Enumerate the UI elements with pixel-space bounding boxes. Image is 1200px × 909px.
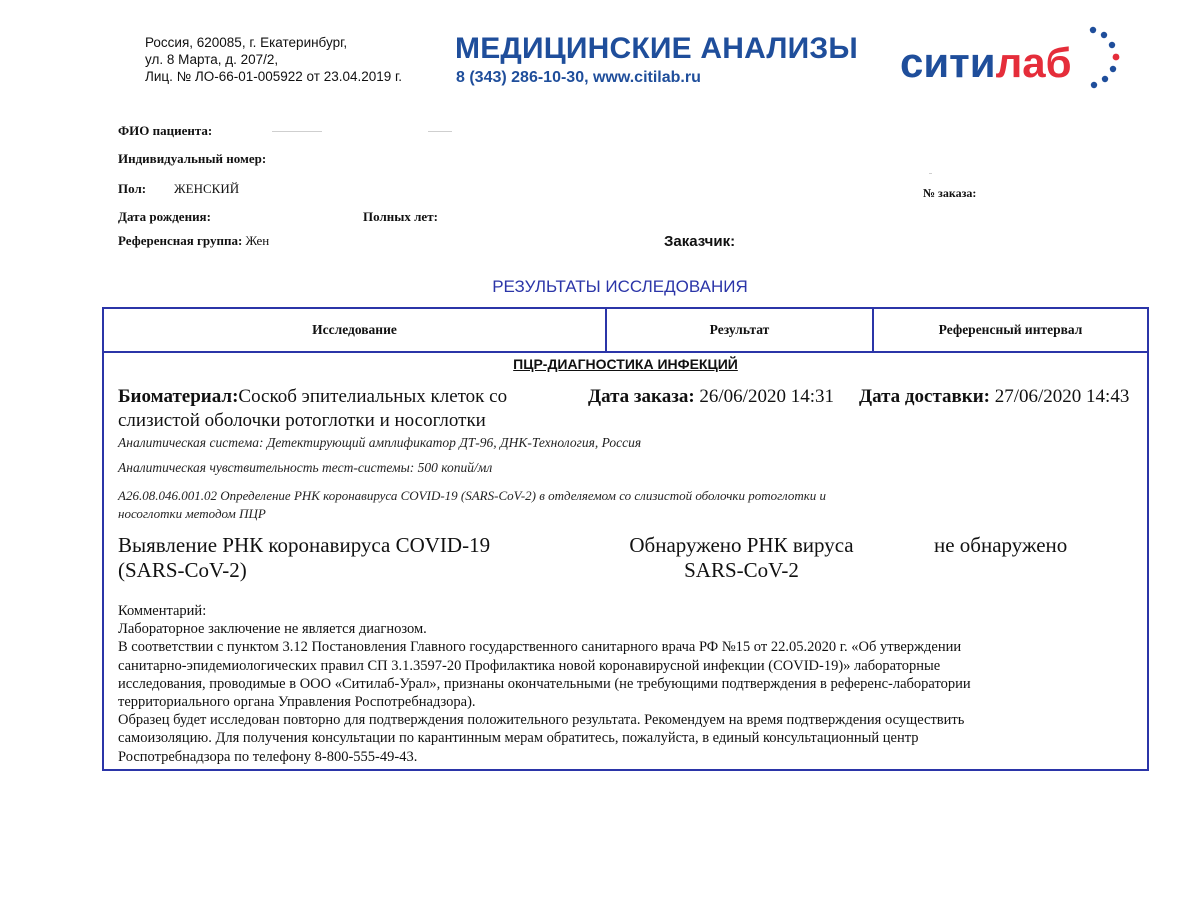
comment-line: территориального органа Управления Роспотребнадзора). xyxy=(118,694,476,711)
comment-line: В соответствии с пунктом 3.12 Постановления Главного государственного санитарного врача РФ №15 от 22.05.2020 г. «Об утверждении xyxy=(118,639,962,656)
test-result-cont: SARS-CoV-2 xyxy=(684,558,799,582)
delivery-date-value: 27/06/2020 14:43 xyxy=(994,386,1130,407)
test-name-cont: (SARS-CoV-2) xyxy=(118,558,247,582)
test-code: A26.08.046.001.02 Определение РНК коронавируса COVID-19 (SARS-CoV-2) в отделяемом со слизистой оболочки ротоглотки и xyxy=(118,488,827,503)
reference-group xyxy=(118,233,269,249)
reference-group-label: Референсная группа: xyxy=(118,233,243,248)
customer-label: Заказчик: xyxy=(664,233,736,250)
comment-line: исследования, проводимые в ООО «Ситилаб-Урал», признаны окончательными (не требующими подтверждения в референс-лаборатории xyxy=(118,675,971,692)
citilab-logo xyxy=(900,38,1072,88)
biomaterial-label: Биоматериал: xyxy=(118,386,239,407)
redacted-fio xyxy=(272,131,322,132)
column-header-reference: Референсный интервал xyxy=(938,322,1083,337)
patient-id-label: Индивидуальный номер: xyxy=(118,151,267,166)
lab-address xyxy=(145,34,402,85)
comment-line: самоизоляцию. Для получения консультации по карантинным мерам обратитесь, пожалуйста, в единый консультационный центр xyxy=(118,730,919,747)
address-line: Россия, 620085, г. Екатеринбург, xyxy=(145,35,348,50)
order-number-label: № заказа: xyxy=(923,186,977,200)
test-result: Обнаружено РНК вируса xyxy=(629,533,854,557)
logo-text-part1: сити xyxy=(900,39,996,86)
comment-line: Лабораторное заключение не является диагнозом. xyxy=(118,621,427,638)
column-header-result: Результат xyxy=(709,322,770,337)
comment-line: Роспотребнадзора по телефону 8-800-555-49-43. xyxy=(118,748,418,765)
patient-dob-label: Дата рождения: xyxy=(118,209,211,224)
redacted-mark xyxy=(929,173,932,174)
comment-block xyxy=(118,602,971,766)
brand-contacts: 8 (343) 286-10-30, www.citilab.ru xyxy=(456,69,701,86)
test-code-cont: носоглотки методом ПЦР xyxy=(118,506,266,521)
brand-title: МЕДИЦИНСКИЕ АНАЛИЗЫ xyxy=(455,32,858,65)
order-date-label: Дата заказа: xyxy=(588,386,695,407)
comment-line: Комментарий: xyxy=(118,603,207,619)
address-line: ул. 8 Марта, д. 207/2, xyxy=(145,52,279,67)
column-header-study: Исследование xyxy=(312,322,397,337)
reference-group-value: Жен xyxy=(245,233,270,248)
biomaterial-value-cont: слизистой оболочки ротоглотки и носоглотки xyxy=(118,410,486,431)
patient-sex-label: Пол: xyxy=(118,181,147,196)
header-divider xyxy=(102,351,1149,353)
delivery-date xyxy=(859,385,1129,409)
test-reference: не обнаружено xyxy=(934,533,1068,557)
redacted-fio xyxy=(428,131,452,132)
section-title: ПЦР-ДИАГНОСТИКА ИНФЕКЦИЙ xyxy=(513,356,738,372)
order-date xyxy=(588,385,834,409)
logo-dots-icon xyxy=(1088,26,1120,90)
order-date-value: 26/06/2020 14:31 xyxy=(699,386,834,407)
analytic-sensitivity: Аналитическая чувствительность тест-системы: 500 копий/мл xyxy=(118,460,493,475)
biomaterial xyxy=(118,385,507,409)
analytic-system: Аналитическая система: Детектирующий амплификатор ДТ-96, ДНК-Технология, Россия xyxy=(118,435,642,450)
delivery-date-label: Дата доставки: xyxy=(859,386,990,407)
test-name: Выявление РНК коронавируса COVID-19 xyxy=(118,533,491,557)
comment-line: Образец будет исследован повторно для подтверждения положительного результата. Рекомендуем на время подтверждения осуществить xyxy=(118,712,965,729)
logo-text-part2: лаб xyxy=(995,39,1072,86)
biomaterial-value: Соскоб эпителиальных клеток со xyxy=(238,386,508,407)
patient-age-label: Полных лет: xyxy=(363,209,438,224)
comment-line: санитарно-эпидемиологических правил СП 3.1.3597-20 Профилактика новой коронавирусной инфекции (COVID-19)» лабораторные xyxy=(118,657,941,674)
license-line: Лиц. № ЛО-66-01-005922 от 23.04.2019 г. xyxy=(145,69,403,84)
patient-sex-value: ЖЕНСКИЙ xyxy=(174,181,240,196)
results-title: РЕЗУЛЬТАТЫ ИССЛЕДОВАНИЯ xyxy=(492,277,748,296)
patient-fio-label: ФИО пациента: xyxy=(118,123,213,138)
